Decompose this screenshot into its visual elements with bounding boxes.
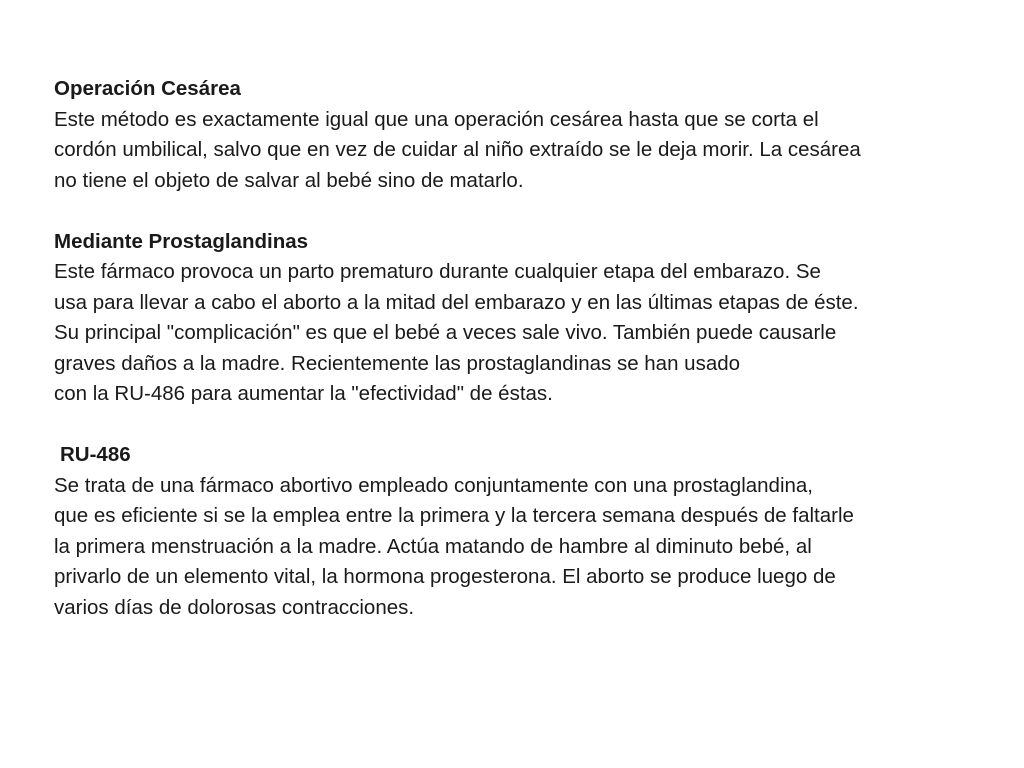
- section-line: Su principal "complicación" es que el bebé a veces sale vivo. También puede causarle: [54, 321, 837, 344]
- section-line: Este fármaco provoca un parto prematuro durante cualquier etapa del embarazo. Se: [54, 260, 821, 283]
- section-line: que es eficiente si se la emplea entre la primera y la tercera semana después de faltarle: [54, 504, 854, 527]
- section-line: usa para llevar a cabo el aborto a la mitad del embarazo y en las últimas etapas de éste.: [54, 290, 859, 314]
- section-line: Se trata de una fármaco abortivo empleado conjuntamente con una prostaglandina,: [54, 473, 814, 497]
- section-line: varios días de dolorosas contracciones.: [54, 595, 415, 619]
- section-heading: RU-486: [60, 443, 131, 466]
- section-line: cordón umbilical, salvo que en vez de cuidar al niño extraído se le deja morir. La cesárea: [54, 138, 861, 161]
- section-line: no tiene el objeto de salvar al bebé sino de matarlo.: [54, 168, 524, 192]
- section-heading: Mediante Prostaglandinas: [54, 229, 309, 253]
- section-ru486: [54, 440, 984, 623]
- section-prostaglandinas: [54, 227, 984, 410]
- slide-text-block: [54, 74, 984, 623]
- section-heading: Operación Cesárea: [54, 77, 241, 100]
- section-cesarea: [54, 74, 984, 196]
- section-line: privarlo de un elemento vital, la hormona progesterona. El aborto se produce luego de: [54, 565, 836, 588]
- section-line: con la RU-486 para aumentar la "efectividad" de éstas.: [54, 382, 553, 405]
- section-line: graves daños a la madre. Recientemente las prostaglandinas se han usado: [54, 351, 741, 375]
- section-line: Este método es exactamente igual que una operación cesárea hasta que se corta el: [54, 107, 819, 131]
- section-line: la primera menstruación a la madre. Actúa matando de hambre al diminuto bebé, al: [54, 534, 812, 558]
